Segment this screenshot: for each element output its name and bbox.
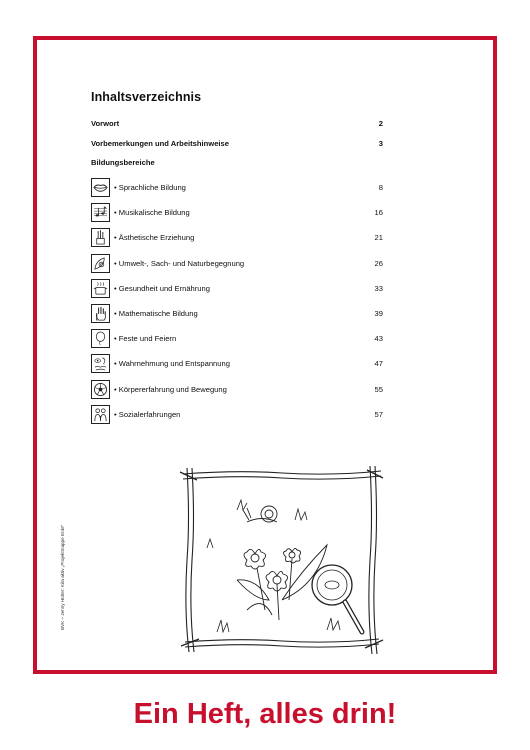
toc-entry[interactable] xyxy=(91,225,383,250)
toc-row-page: 2 xyxy=(378,118,383,128)
copyright-sidenote: BVK – Jenny Hütter: Kita aktiv „Projektmappe Erde“ xyxy=(60,524,65,630)
entry-page: 57 xyxy=(374,409,383,419)
toc-entry[interactable] xyxy=(91,301,383,326)
toc-entry[interactable] xyxy=(91,175,383,200)
entry-page: 16 xyxy=(374,208,383,218)
entry-page: 26 xyxy=(374,258,383,268)
rope-frame xyxy=(180,466,383,654)
toc-entry[interactable] xyxy=(91,402,383,427)
entry-page: 33 xyxy=(374,283,383,293)
counting-hand-icon xyxy=(91,304,110,323)
table-of-contents xyxy=(91,90,383,427)
paint-brushes-icon xyxy=(91,228,110,247)
magnifying-glass-drawing xyxy=(312,565,362,632)
page-frame xyxy=(33,36,497,674)
entry-label: • Sprachliche Bildung xyxy=(114,183,186,193)
section-heading: Bildungsbereiche xyxy=(91,157,155,167)
entry-label: • Sozialerfahrungen xyxy=(114,409,181,419)
cooking-pot-icon xyxy=(91,279,110,298)
football-icon xyxy=(91,380,110,399)
nature-frame-illustration xyxy=(177,460,387,655)
entry-page: 55 xyxy=(374,384,383,394)
snail-drawing xyxy=(243,506,277,522)
entry-page: 21 xyxy=(374,233,383,243)
entry-label: • Mathematische Bildung xyxy=(114,309,198,319)
entry-page: 8 xyxy=(378,183,383,193)
entry-label: • Wahrnehmung und Entspannung xyxy=(114,359,230,369)
toc-row-page: 3 xyxy=(378,138,383,148)
entry-label: • Ästhetische Erziehung xyxy=(114,233,195,243)
entry-page: 39 xyxy=(374,309,383,319)
toc-row-label: Vorwort xyxy=(91,118,120,128)
toc-entry[interactable] xyxy=(91,251,383,276)
snail-leaf-icon xyxy=(91,254,110,273)
grass-tufts xyxy=(207,500,340,632)
toc-entry[interactable] xyxy=(91,200,383,225)
entry-label: • Umwelt-, Sach- und Naturbegegnung xyxy=(114,258,245,268)
entry-label: • Musikalische Bildung xyxy=(114,208,190,218)
toc-row-vorwort[interactable] xyxy=(91,113,383,133)
flower-drawings xyxy=(237,545,327,620)
toc-entry[interactable] xyxy=(91,351,383,376)
toc-entry[interactable] xyxy=(91,326,383,351)
entry-label: • Körpererfahrung und Bewegung xyxy=(114,384,227,394)
toc-title: Inhaltsverzeichnis xyxy=(91,90,202,104)
entry-page: 47 xyxy=(374,359,383,369)
entry-label: • Feste und Feiern xyxy=(114,334,177,344)
balloon-icon xyxy=(91,329,110,348)
senses-icon xyxy=(91,354,110,373)
children-icon xyxy=(91,405,110,424)
toc-row-label: Vorbemerkungen und Arbeitshinweise xyxy=(91,138,229,148)
toc-entries xyxy=(91,175,383,427)
entry-label: • Gesundheit und Ernährung xyxy=(114,283,210,293)
music-notes-icon xyxy=(91,203,110,222)
toc-entry[interactable] xyxy=(91,377,383,402)
entry-page: 43 xyxy=(374,334,383,344)
lips-icon xyxy=(91,178,110,197)
toc-entry[interactable] xyxy=(91,276,383,301)
slogan: Ein Heft, alles drin! xyxy=(133,698,397,730)
toc-row-vorbemerkungen[interactable] xyxy=(91,133,383,153)
